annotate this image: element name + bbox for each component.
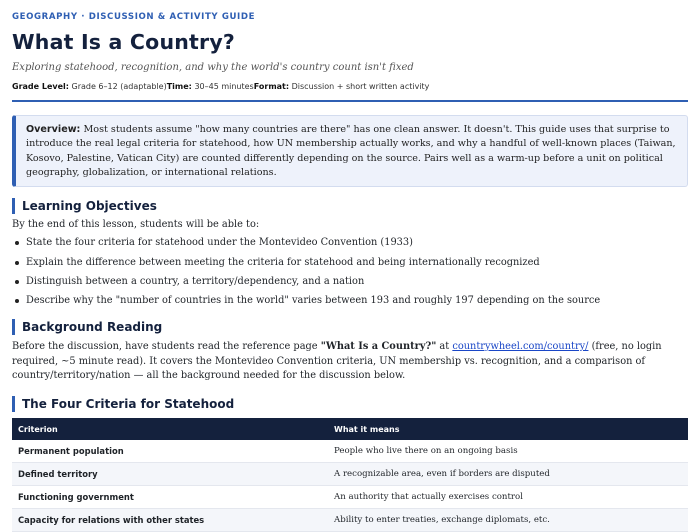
list-item: Explain the difference between meeting the criteria for statehood and being internationally recognized — [12, 253, 688, 272]
objectives-intro: By the end of this lesson, students will be able to: — [12, 219, 260, 231]
meta-line — [12, 82, 688, 91]
list-item: Describe why the "number of countries in the world" varies between 193 and roughly 197 depending on the source — [12, 291, 688, 310]
reference-link[interactable]: countrywheel.com/country/ — [452, 340, 589, 352]
overview-box — [12, 115, 688, 187]
table-header-row — [12, 418, 688, 440]
table-row — [12, 486, 688, 509]
objectives-heading: Learning Objectives — [12, 198, 688, 214]
column-header-meaning: What it means — [328, 418, 688, 440]
background-section — [12, 319, 688, 384]
page-title: What Is a Country? — [12, 30, 235, 54]
table-row — [12, 463, 688, 486]
background-at: at — [436, 340, 453, 352]
format-label: Format: — [253, 82, 290, 91]
grade-label: Grade Level: — [12, 82, 69, 91]
column-header-criterion: Criterion — [12, 418, 328, 440]
time-label: Time: — [166, 82, 192, 91]
criterion-cell: Functioning government — [12, 486, 328, 509]
criteria-heading: The Four Criteria for Statehood — [12, 396, 688, 412]
meaning-cell: People who live there on an ongoing basis — [328, 440, 688, 463]
criterion-cell: Permanent population — [12, 440, 328, 463]
time-value: 30–45 minutes — [194, 82, 254, 91]
header-divider — [12, 100, 688, 102]
criteria-table — [12, 418, 688, 532]
eyebrow: GEOGRAPHY · DISCUSSION & ACTIVITY GUIDE — [12, 12, 256, 22]
meaning-cell: An authority that actually exercises control — [328, 486, 688, 509]
meaning-cell: A recognizable area, even if borders are disputed — [328, 463, 688, 486]
objectives-list — [12, 233, 688, 311]
criterion-cell: Defined territory — [12, 463, 328, 486]
page-subtitle: Exploring statehood, recognition, and why the world's country count isn't fixed — [12, 62, 414, 73]
meaning-cell: Ability to enter treaties, exchange diplomats, etc. — [328, 509, 688, 532]
format-value: Discussion + short written activity — [291, 82, 430, 91]
criteria-section — [12, 396, 688, 532]
table-row — [12, 509, 688, 532]
list-item: State the four criteria for statehood under the Montevideo Convention (1933) — [12, 233, 688, 252]
overview-text: Most students assume "how many countries are there" has one clean answer. It doesn't. This guide uses that surprise to introduce the real legal criteria for statehood, how UN membership actually works, and why a handful of well-known places (Taiwan, Kosovo, Palestine, Vatican City) are counted differently depending on the source. Pairs well as a warm-up before a unit on political geography, globalization, or international relations. — [26, 124, 676, 178]
background-heading: Background Reading — [12, 319, 688, 335]
table-row — [12, 440, 688, 463]
grade-value: Grade 6–12 (adaptable) — [71, 82, 167, 91]
background-text — [12, 340, 688, 384]
criterion-cell: Capacity for relations with other states — [12, 509, 328, 532]
reference-title: "What Is a Country?" — [320, 340, 437, 352]
background-before: Before the discussion, have students read the reference page — [12, 340, 321, 352]
objectives-section — [12, 198, 688, 311]
list-item: Distinguish between a country, a territory/dependency, and a nation — [12, 272, 688, 291]
background-after: (free, no login required, ~5 minute read). It covers the Montevideo Convention criteria, UN membership vs. recognition, and a comparison of country/territory/nation — all the background needed for the discussion below. — [12, 340, 662, 382]
overview-label: Overview: — [26, 124, 81, 135]
